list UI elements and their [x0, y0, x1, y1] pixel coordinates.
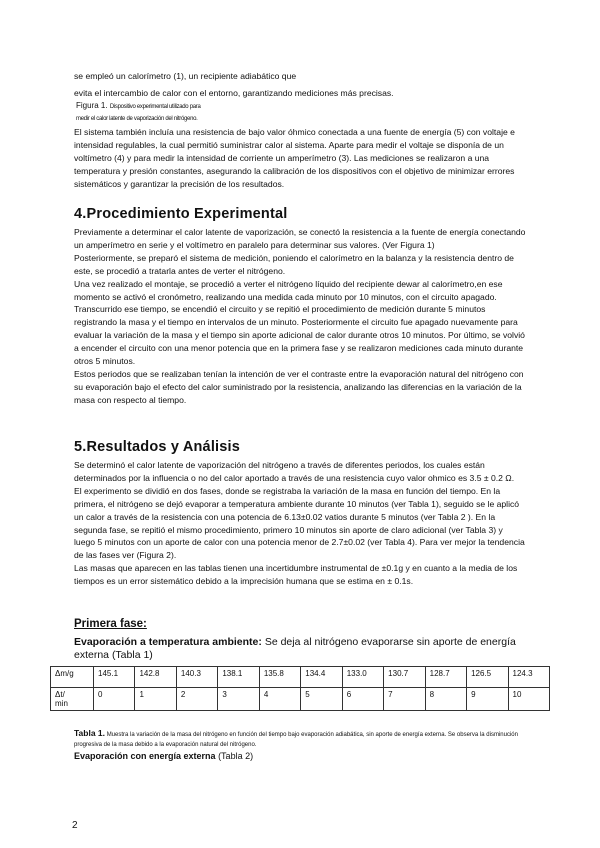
- figure-1-text-line2: medir el calor latente de vaporización del nitrógeno.: [76, 115, 198, 122]
- table-cell: 3: [218, 688, 259, 711]
- page-number: 2: [72, 820, 78, 831]
- intro-line-2: evita el intercambio de calor con el entorno, garantizando mediciones más precisas.: [74, 87, 394, 98]
- table-1-caption: [74, 728, 534, 750]
- section-5-p1: Se determinó el calor latente de vaporización del nitrógeno a través de diferentes periodos, los cuales están determinados por la influencia o no del calor aportado a través de una resistencia cuyo valor ohmico es 3.5 ± 0.2 Ω.: [74, 460, 515, 483]
- table-cell: 142.8: [135, 667, 176, 688]
- table-cell: 128.7: [425, 667, 466, 688]
- section-4-p3: Una vez realizado el montaje, se procedió a verter el nitrógeno líquido del recipiente dewar al calorímetro,en ese momento se activó el cronómetro, realizando una medida cada minuto por 10 minutos, con el circuito apagado. Transcurrido ese tiempo, se encendió el circuito y se repitió el procedimiento de medición durante 5 minutos registrando la masa y el tiempo en intervalos de un minuto. Posteriormente el circuito fue apagado nuevamente para evaluar la variación de la masa y el tiempo sin aporte adicional de calor durante otros 10 minutos. Por último, se volvió a encender el circuito con una menor potencia que en la primera fase y se realizaron mediciones cada minuto durante otros 5 minutos.: [74, 278, 525, 367]
- table-row-header-mass: Δm/g: [51, 667, 94, 688]
- table-cell: 135.8: [259, 667, 300, 688]
- section-5-p2: El experimento se dividió en dos fases, donde se registraba la variación de la masa en función del tiempo. En la primera, el nitrógeno se dejó evaporar a temperatura ambiente durante 10 minutos (ver Tabla 1), seguido se le aplicó un calor a través de la resistencia con una potencia de 6.13±0.02 vatios durante 5 minutos (ver Tabla 2 ). En la segunda fase, se repitió el mismo procedimiento, primero 10 minutos sin aporte de claro adicional (ver Tabla 3) y luego 5 minutos con un aporte de calor con una potencia menor de 2.7±0.02 (ver Tabla 4). Para ver mejor la tendencia de las fases ver (Figura 2).: [74, 485, 525, 561]
- evaporacion-externa-bold: Evaporación con energía externa: [74, 751, 216, 761]
- section-4-p1: Previamente a determinar el calor latente de vaporización, se conectó la resistencia a la fuente de energía conectando un amperímetro en serie y el voltímetro en paralelo para determinar sus valores. (Ver Figura 1): [74, 227, 526, 250]
- table-row-time: [51, 688, 550, 711]
- table-cell: 8: [425, 688, 466, 711]
- evaporacion-externa-rest: (Tabla 2): [215, 751, 254, 761]
- evaporacion-ambiente-heading: [74, 636, 534, 662]
- table-cell: 9: [467, 688, 508, 711]
- table-cell: 1: [135, 688, 176, 711]
- table-1-caption-label: Tabla 1.: [74, 728, 106, 738]
- table-1-caption-text: Muestra la variación de la masa del nitrógeno en función del tiempo bajo evaporación adiabática, sin aporte de energía externa. Se observa la disminución progresiva de la masa debido a la evaporación natural del nitrógeno.: [74, 732, 518, 748]
- intro-lines: [74, 70, 526, 100]
- section-4-p4: Estos periodos que se realizaban tenían la intención de ver el contraste entre la evaporación natural del nitrógeno con su evaporación bajo el efecto del calor suministrado por la resistencia, analizando las diferencias en la variación de la masa con respecto al tiempo.: [74, 368, 524, 405]
- table-cell: 134.4: [301, 667, 342, 688]
- figure-1-label: Figura 1.: [76, 101, 108, 110]
- table-cell: 138.1: [218, 667, 259, 688]
- table-cell: 10: [508, 688, 549, 711]
- table-cell: 130.7: [384, 667, 425, 688]
- table-row-mass: [51, 667, 550, 688]
- section-4-title: 4.Procedimiento Experimental: [74, 206, 288, 222]
- table-cell: 126.5: [467, 667, 508, 688]
- figure-1-text-line1: Dispositivo experimental utilizado para: [109, 104, 201, 110]
- table-row-header-time: [51, 688, 94, 711]
- section-4-body: [74, 226, 526, 407]
- table-cell: 6: [342, 688, 383, 711]
- table-cell: 4: [259, 688, 300, 711]
- table-1: [50, 666, 550, 711]
- evaporacion-ambiente-rest: Se deja al nitrógeno evaporarse sin aporte de energía externa (Tabla 1): [74, 636, 516, 661]
- section-5-body: [74, 459, 526, 588]
- intro-line-1: se empleó un calorímetro (1), un recipiente adiabático que: [74, 71, 297, 81]
- table-cell: 145.1: [94, 667, 135, 688]
- section-5-p3: Las masas que aparecen en las tablas tienen una incertidumbre instrumental de ±0.1g y en cuanto a la media de los tiempos es un error sistemático debido a la imprecisión humana que se estima en ± 0.1s.: [74, 563, 518, 587]
- system-paragraph: El sistema también incluía una resistencia de bajo valor óhmico conectada a una fuente de energía (5) con voltaje e intensidad regulables, la cual permitió suministrar calor al sistema. Aparte para medir el voltaje se disponía de un voltímetro (4) y para medir la intensidad de corriente un amperímetro (3). Las mediciones se realizaron a una temperatura y presión constantes, asegurando la calibración de los dispositivos con el objetivo de minimizar errores sistemáticos y garantizar la precisión de los resultados.: [74, 127, 515, 189]
- table-cell: 124.3: [508, 667, 549, 688]
- time-header-line2: min: [55, 699, 68, 708]
- primera-fase-heading: Primera fase:: [74, 618, 147, 630]
- evaporacion-externa-heading: [74, 751, 253, 761]
- evaporacion-ambiente-bold: Evaporación a temperatura ambiente:: [74, 636, 262, 648]
- table-cell: 7: [384, 688, 425, 711]
- table-cell: 140.3: [176, 667, 217, 688]
- table-cell: 2: [176, 688, 217, 711]
- table-cell: 133.0: [342, 667, 383, 688]
- section-4-p2: Posteriormente, se preparó el sistema de medición, poniendo el calorímetro en la balanza y la resistencia dentro de este, se procedió a tratarla antes de verter el nitrógeno.: [74, 252, 514, 276]
- table-cell: 5: [301, 688, 342, 711]
- figure-1-caption: [76, 100, 376, 125]
- time-header-line1: Δt/: [55, 690, 65, 699]
- table-cell: 0: [94, 688, 135, 711]
- section-5-title: 5.Resultados y Análisis: [74, 439, 241, 455]
